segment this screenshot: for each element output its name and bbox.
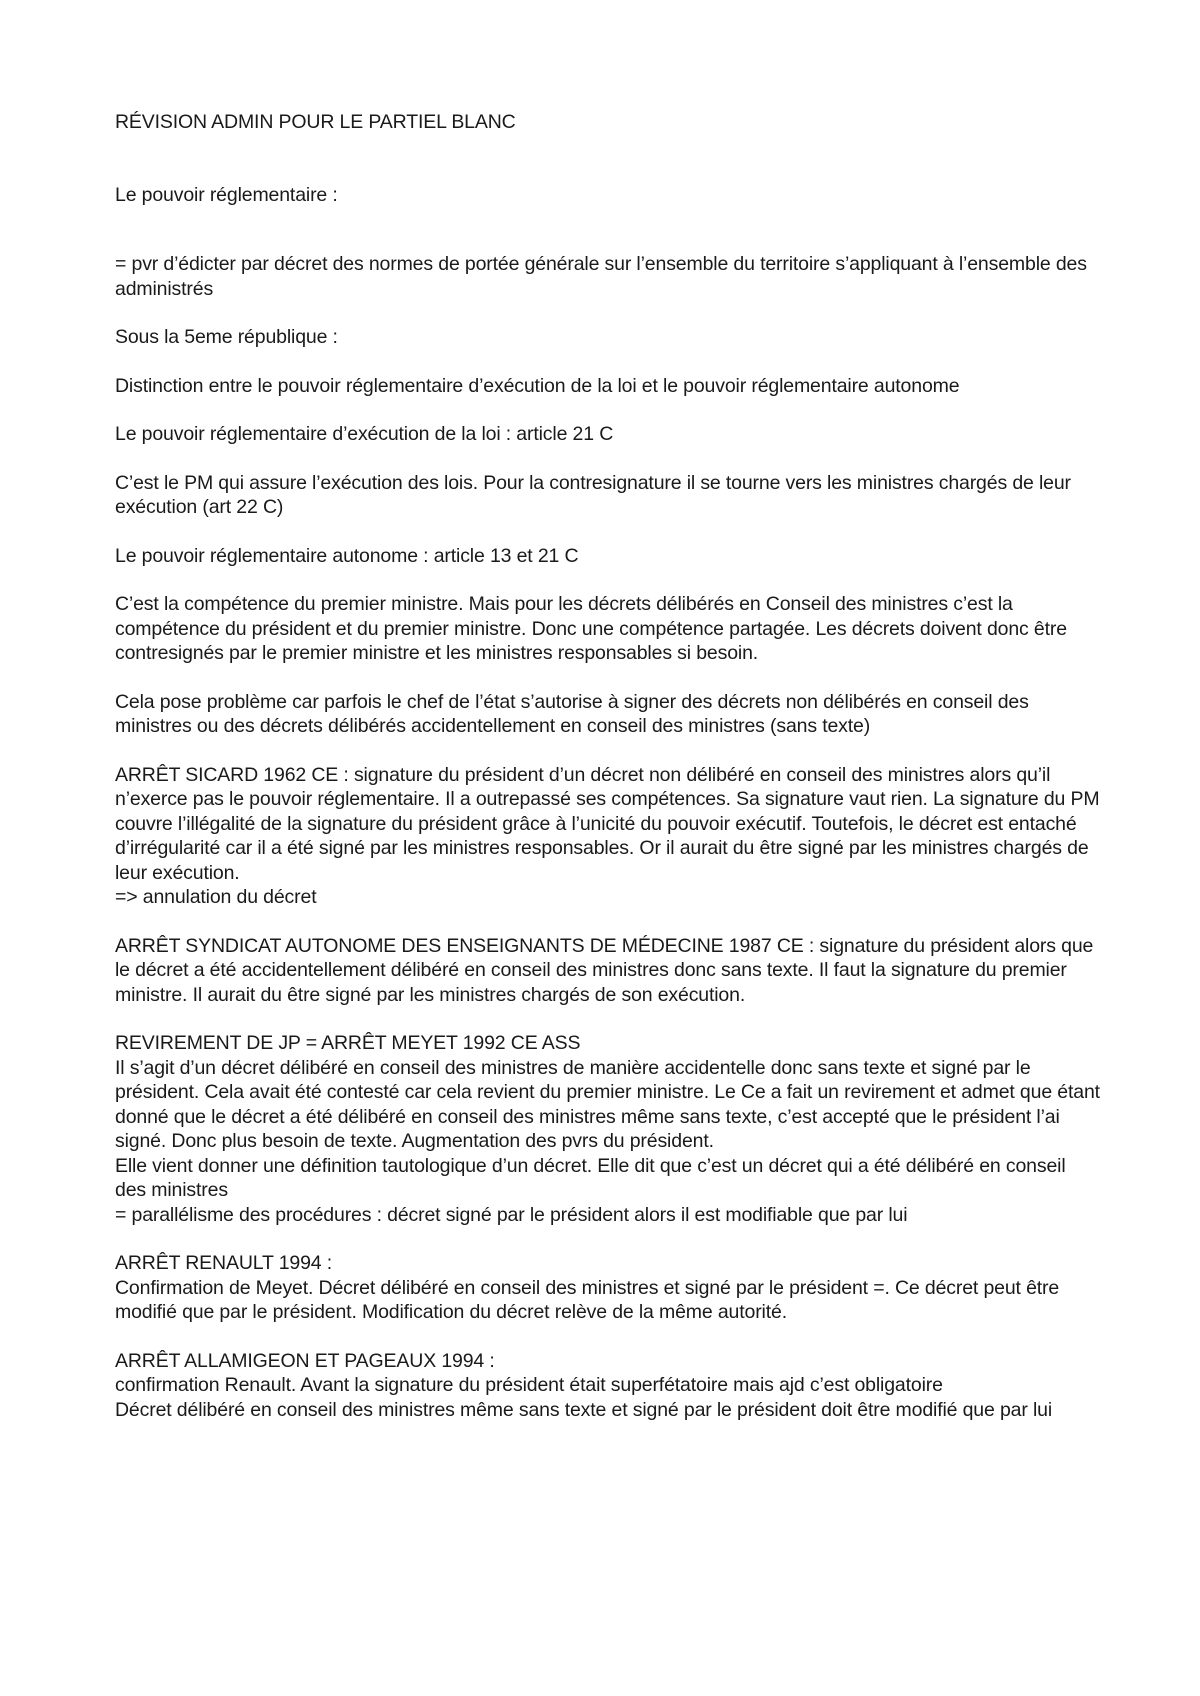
autonomous-paragraph: C’est la compétence du premier ministre. Mais pour les décrets délibérés en Conseil des ministres c’est la compétence du président et du premier ministre. Donc une compétence partagée. Les décrets doivent donc être contresignés par le premier ministre et les ministres responsables si besoin. [115,593,1067,664]
allamigeon-paragraph-1: confirmation Renault. Avant la signature du président était superfétatoire mais ajd c’est obligatoire [115,1374,943,1396]
meyet-paragraph: Il s’agit d’un décret délibéré en conseil des ministres de manière accidentelle donc sans texte et signé par le président. Cela avait été contesté car cela revient du premier ministre. Le Ce a fait un revirement et admet que étant donné que le décret a été délibéré en conseil des ministres même sans texte, c’est accepté que le président l’ai signé. Donc plus besoin de texte. Augmentation des pvrs du président. [115,1056,1100,1152]
meyet-definition: Elle vient donner une définition tautologique d’un décret. Elle dit que c’est un décret qui a été délibéré en conseil des ministres [115,1154,1066,1201]
sicard-result: => annulation du décret [115,886,317,908]
distinction-paragraph: Distinction entre le pouvoir réglementaire d’exécution de la loi et le pouvoir réglementaire autonome [115,374,960,397]
renault-paragraph: Confirmation de Meyet. Décret délibéré en conseil des ministres et signé par le président =. Ce décret peut être modifié que par le président. Modification du décret relève de la même autorité. [115,1276,1060,1323]
execution-paragraph: C’est le PM qui assure l’exécution des lois. Pour la contresignature il se tourne vers les ministres chargés de leur exécution (art 22 C) [115,471,1071,518]
document-body [115,110,1100,1422]
syndicat-paragraph: ARRÊT SYNDICAT AUTONOME DES ENSEIGNANTS DE MÉDECINE 1987 CE : signature du président alors que le décret a été accidentellement délibéré en conseil des ministres donc sans texte. Il faut la signature du premier ministre. Il aurait du être signé par les ministres chargés de son exécution. [115,934,1094,1006]
allamigeon-paragraph-2: Décret délibéré en conseil des ministres même sans texte et signé par le président doit être modifié que par lui [115,1398,1053,1421]
meyet-heading: REVIREMENT DE JP = ARRÊT MEYET 1992 CE ASS [115,1032,581,1054]
renault-heading: ARRÊT RENAULT 1994 : [115,1252,333,1274]
subheading: Sous la 5eme république : [115,326,338,348]
allamigeon-heading: ARRÊT ALLAMIGEON ET PAGEAUX 1994 : [115,1349,495,1372]
sicard-paragraph: ARRÊT SICARD 1962 CE : signature du président d’un décret non délibéré en conseil des ministres alors qu’il n’exerce pas le pouvoir réglementaire. Il a outrepassé ses compétences. Sa signature vaut rien. La signature du PM couvre l’illégalité de la signature du président grâce à l’unicité du pouvoir exécutif. Toutefois, le décret est entaché d’irrégularité car il a été signé par les ministres responsables. Or il aurait du être signé par les ministres chargés de leur exécution. [115,763,1100,884]
problem-paragraph: Cela pose problème car parfois le chef de l’état s’autorise à signer des décrets non délibérés en conseil des ministres ou des décrets délibérés accidentellement en conseil des ministres (sans texte) [115,690,1029,737]
execution-heading: Le pouvoir réglementaire d’exécution de la loi : article 21 C [115,423,614,445]
meyet-parallel: = parallélisme des procédures : décret signé par le président alors il est modifiable que par lui [115,1203,908,1226]
definition-paragraph: = pvr d’édicter par décret des normes de portée générale sur l’ensemble du territoire s’appliquant à l’ensemble des administrés [115,253,1087,300]
section-heading: Le pouvoir réglementaire : [115,183,338,206]
document-title: RÉVISION ADMIN POUR LE PARTIEL BLANC [115,111,516,133]
autonomous-heading: Le pouvoir réglementaire autonome : article 13 et 21 C [115,544,579,567]
